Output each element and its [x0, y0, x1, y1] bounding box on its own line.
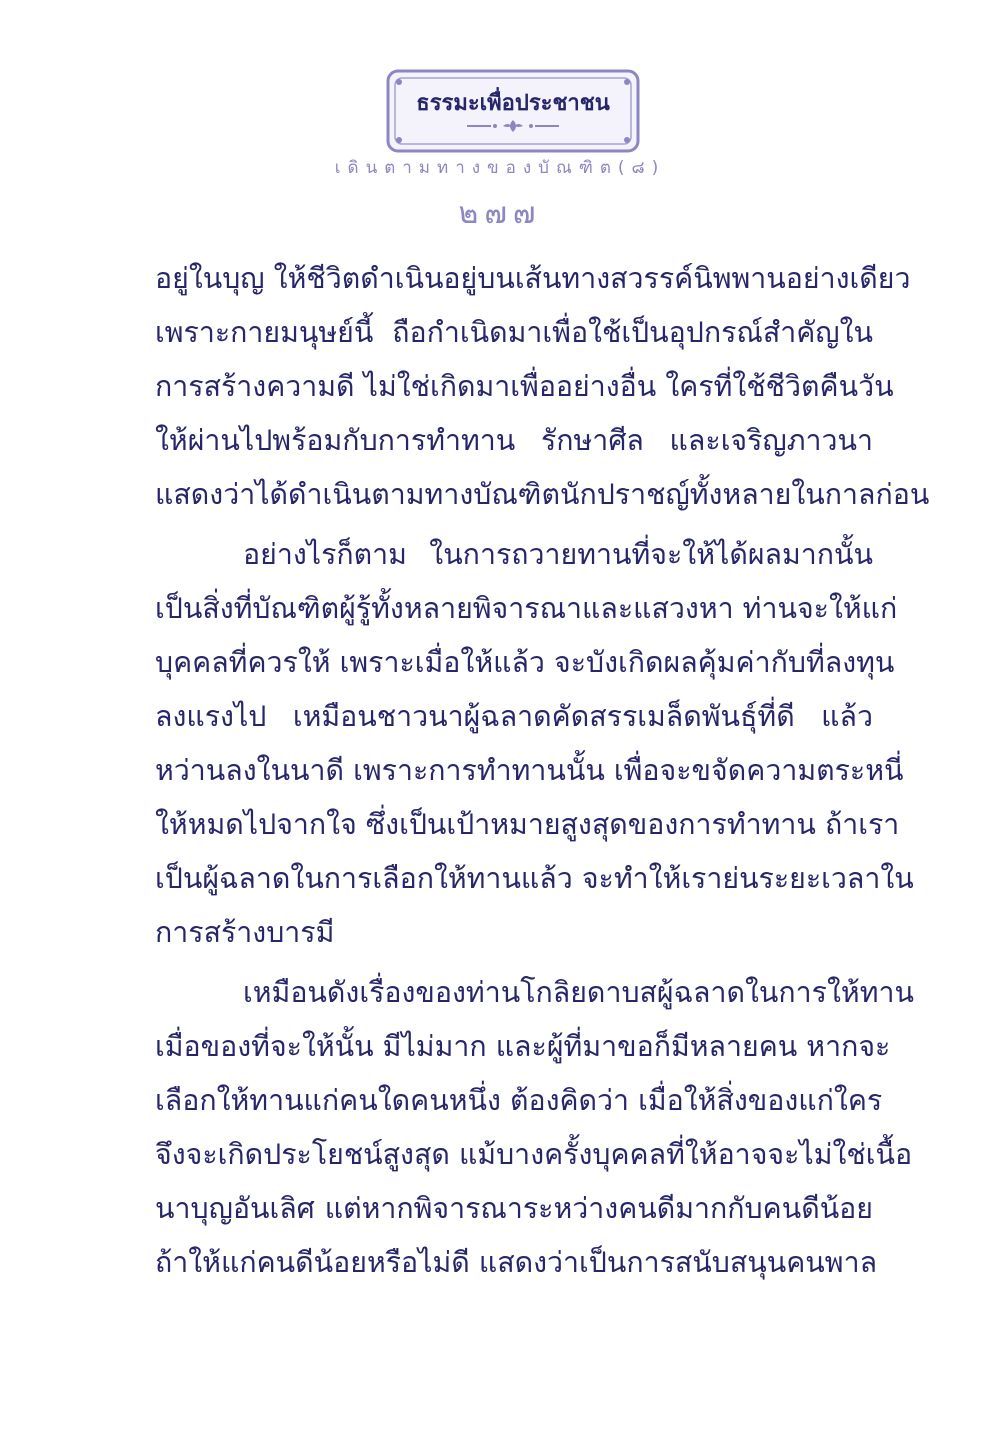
body-text — [155, 252, 930, 1290]
text-line: เลือกให้ทานแก่คนใดคนหนึ่ง ต้องคิดว่า เมื่อให้สิ่งของแก่ใคร — [155, 1084, 883, 1117]
paragraph — [155, 528, 914, 960]
text-line: การสร้างบารมี — [155, 916, 335, 949]
logo-text: ธรรมะเพื่อประชาชน — [416, 91, 610, 116]
text-line: เหมือนดังเรื่องของท่านโกลิยดาบสผู้ฉลาดในการให้ทาน — [243, 976, 914, 1009]
text-line: เพราะกายมนุษย์นี้ ถือกำเนิดมาเพื่อใช้เป็นอุปกรณ์สำคัญใน — [155, 316, 873, 349]
text-line: นาบุญอันเลิศ แต่หากพิจารณาระหว่างคนดีมากกับคนดีน้อย — [155, 1192, 873, 1225]
text-line: การสร้างความดี ไม่ใช่เกิดมาเพื่ออย่างอื่น ใครที่ใช้ชีวิตคืนวัน — [155, 370, 894, 403]
text-line: บุคคลที่ควรให้ เพราะเมื่อให้แล้ว จะบังเกิดผลคุ้มค่ากับที่ลงทุน — [155, 646, 895, 679]
text-line: ถ้าให้แก่คนดีน้อยหรือไม่ดี แสดงว่าเป็นการสนับสนุนคนพาล — [155, 1246, 878, 1279]
text-line: เป็นผู้ฉลาดในการเลือกให้ทานแล้ว จะทำให้เราย่นระยะเวลาใน — [155, 862, 914, 895]
text-line: อย่างไรก็ตาม ในการถวายทานที่จะให้ได้ผลมากนั้น — [243, 538, 873, 571]
text-line: เป็นสิ่งที่บัณฑิตผู้รู้ทั้งหลายพิจารณาและแสวงหา ท่านจะให้แก่ — [155, 592, 898, 625]
text-line: ให้ผ่านไปพร้อมกับการทำทาน รักษาศีล และเจริญภาวนา — [155, 424, 873, 457]
publication-logo — [385, 68, 641, 154]
text-line: หว่านลงในนาดี เพราะการทำทานนั้น เพื่อจะขจัดความตระหนี่ — [155, 754, 904, 787]
text-line: อยู่ในบุญ ให้ชีวิตดำเนินอยู่บนเส้นทางสวรรค์นิพพานอย่างเดียว — [155, 262, 911, 295]
text-line: ให้หมดไปจากใจ ซึ่งเป็นเป้าหมายสูงสุดของการทำทาน ถ้าเรา — [155, 808, 900, 841]
text-line: เมื่อของที่จะให้นั้น มีไม่มาก และผู้ที่มาขอก็มีหลายคน หากจะ — [155, 1030, 891, 1063]
paragraph — [155, 252, 930, 522]
text-line: ลงแรงไป เหมือนชาวนาผู้ฉลาดคัดสรรเมล็ดพันธุ์ที่ดี แล้ว — [155, 700, 873, 733]
logo-frame-graphic — [385, 68, 641, 154]
text-line: จึงจะเกิดประโยชน์สูงสุด แม้บางครั้งบุคคลที่ให้อาจจะไม่ใช่เนื้อ — [155, 1138, 913, 1171]
running-head: เดินตามทางของบัณฑิต(๘) — [334, 158, 666, 178]
page-number: ๒๗๗ — [458, 196, 542, 231]
paragraph — [155, 966, 914, 1290]
text-line: แสดงว่าได้ดำเนินตามทางบัณฑิตนักปราชญ์ทั้งหลายในกาลก่อน — [155, 478, 930, 511]
